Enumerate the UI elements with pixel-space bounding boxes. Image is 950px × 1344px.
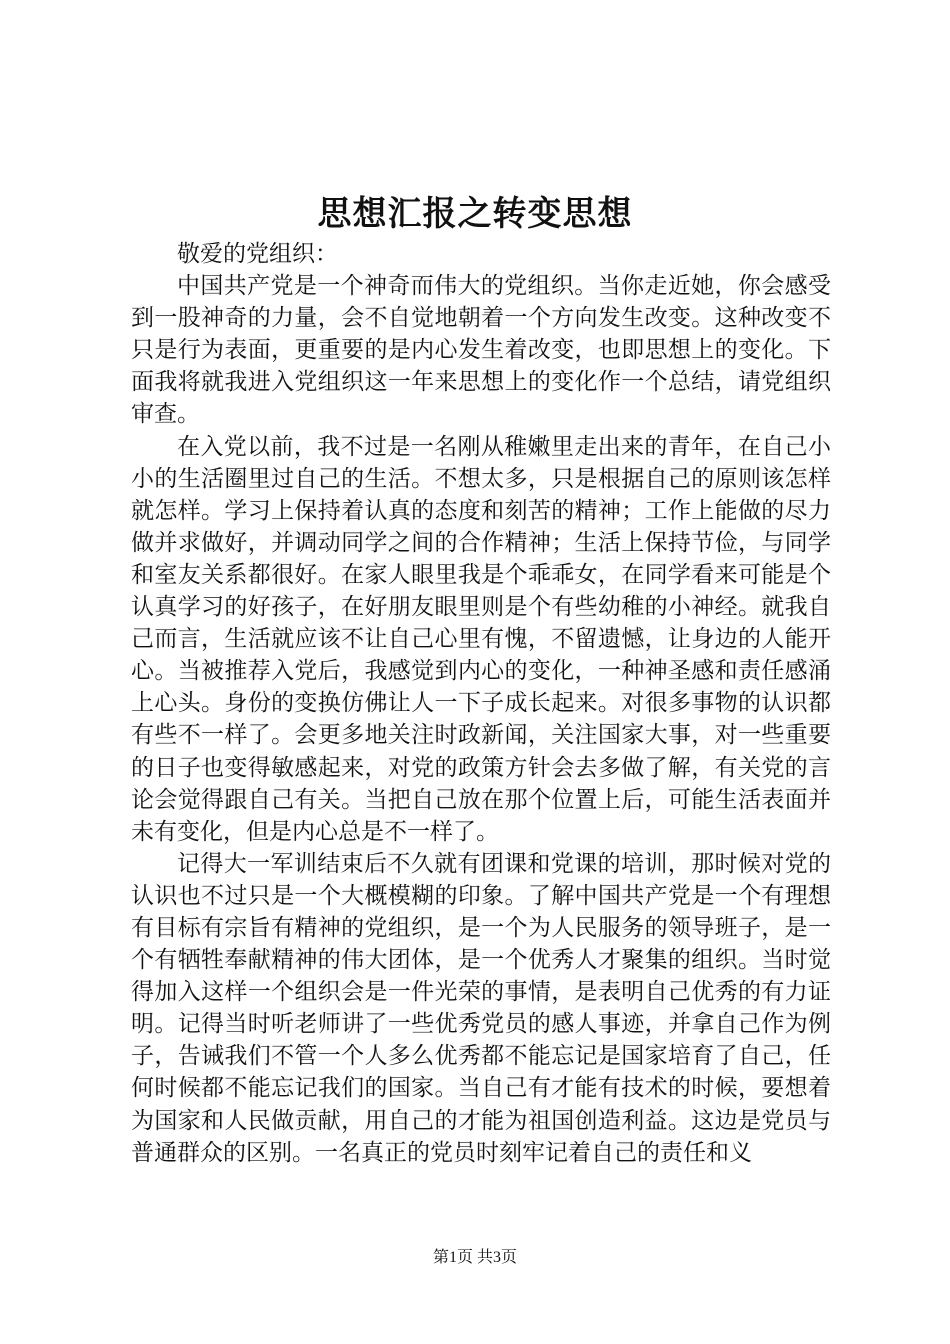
paragraph-2: 在入党以前，我不过是一名刚从稚嫩里走出来的青年，在自己小小的生活圈里过自己的生活。不想太多，只是根据自己的原则该怎样就怎样。学习上保持着认真的态度和刻苦的精神；工作上能做的尽力做并求做好，并调动同学之间的合作精神；生活上保持节俭，与同学和室友关系都很好。在家人眼里我是个乖乖女，在同学看来可能是个认真学习的好孩子，在好朋友眼里则是个有些幼稚的小神经。就我自己而言，生活就应该不让自己心里有愧，不留遗憾，让身边的人能开心。当被推荐入党后，我感觉到内心的变化，一种神圣感和责任感涌上心头。身份的变换仿佛让人一下子成长起来。对很多事物的认识都有些不一样了。会更多地关注时政新闻，关注国家大事，对一些重要的日子也变得敏感起来，对党的政策方针会去多做了解，有关党的言论会觉得跟自己有关。当把自己放在那个位置上后，可能生活表面并未有变化，但是内心总是不一样了。 bbox=[131, 433, 831, 845]
salutation: 敬爱的党组织： bbox=[177, 241, 338, 267]
paragraph-3: 记得大一军训结束后不久就有团课和党课的培训，那时候对党的认识也不过只是一个大概模糊的印象。了解中国共产党是一个有理想有目标有宗旨有精神的党组织，是一个为人民服务的领导班子，是一个有牺牲奉献精神的伟大团体，是一个优秀人才聚集的组织。当时觉得加入这样一个组织会是一件光荣的事情，是表明自己优秀的有力证明。记得当时听老师讲了一些优秀党员的感人事迹，并拿自己作为例子，告诫我们不管一个人多么优秀都不能忘记是国家培育了自己，任何时候都不能忘记我们的国家。当自己有才能有技术的时候，要想着为国家和人民做贡献，用自己的才能为祖国创造利益。这边是党员与普通群众的区别。一名真正的党员时刻牢记着自己的责任和义 bbox=[131, 850, 831, 1166]
document-title: 思想汇报之转变思想 bbox=[317, 194, 633, 234]
document-body bbox=[131, 238, 831, 1169]
page-footer: 第1页 共3页 bbox=[432, 1249, 517, 1266]
paragraph-1: 中国共产党是一个神奇而伟大的党组织。当你走近她，你会感受到一股神奇的力量，会不自觉地朝着一个方向发生改变。这种改变不只是行为表面，更重要的是内心发生着改变，也即思想上的变化。下面我将就我进入党组织这一年来思想上的变化作一个总结，请党组织审查。 bbox=[131, 273, 831, 428]
